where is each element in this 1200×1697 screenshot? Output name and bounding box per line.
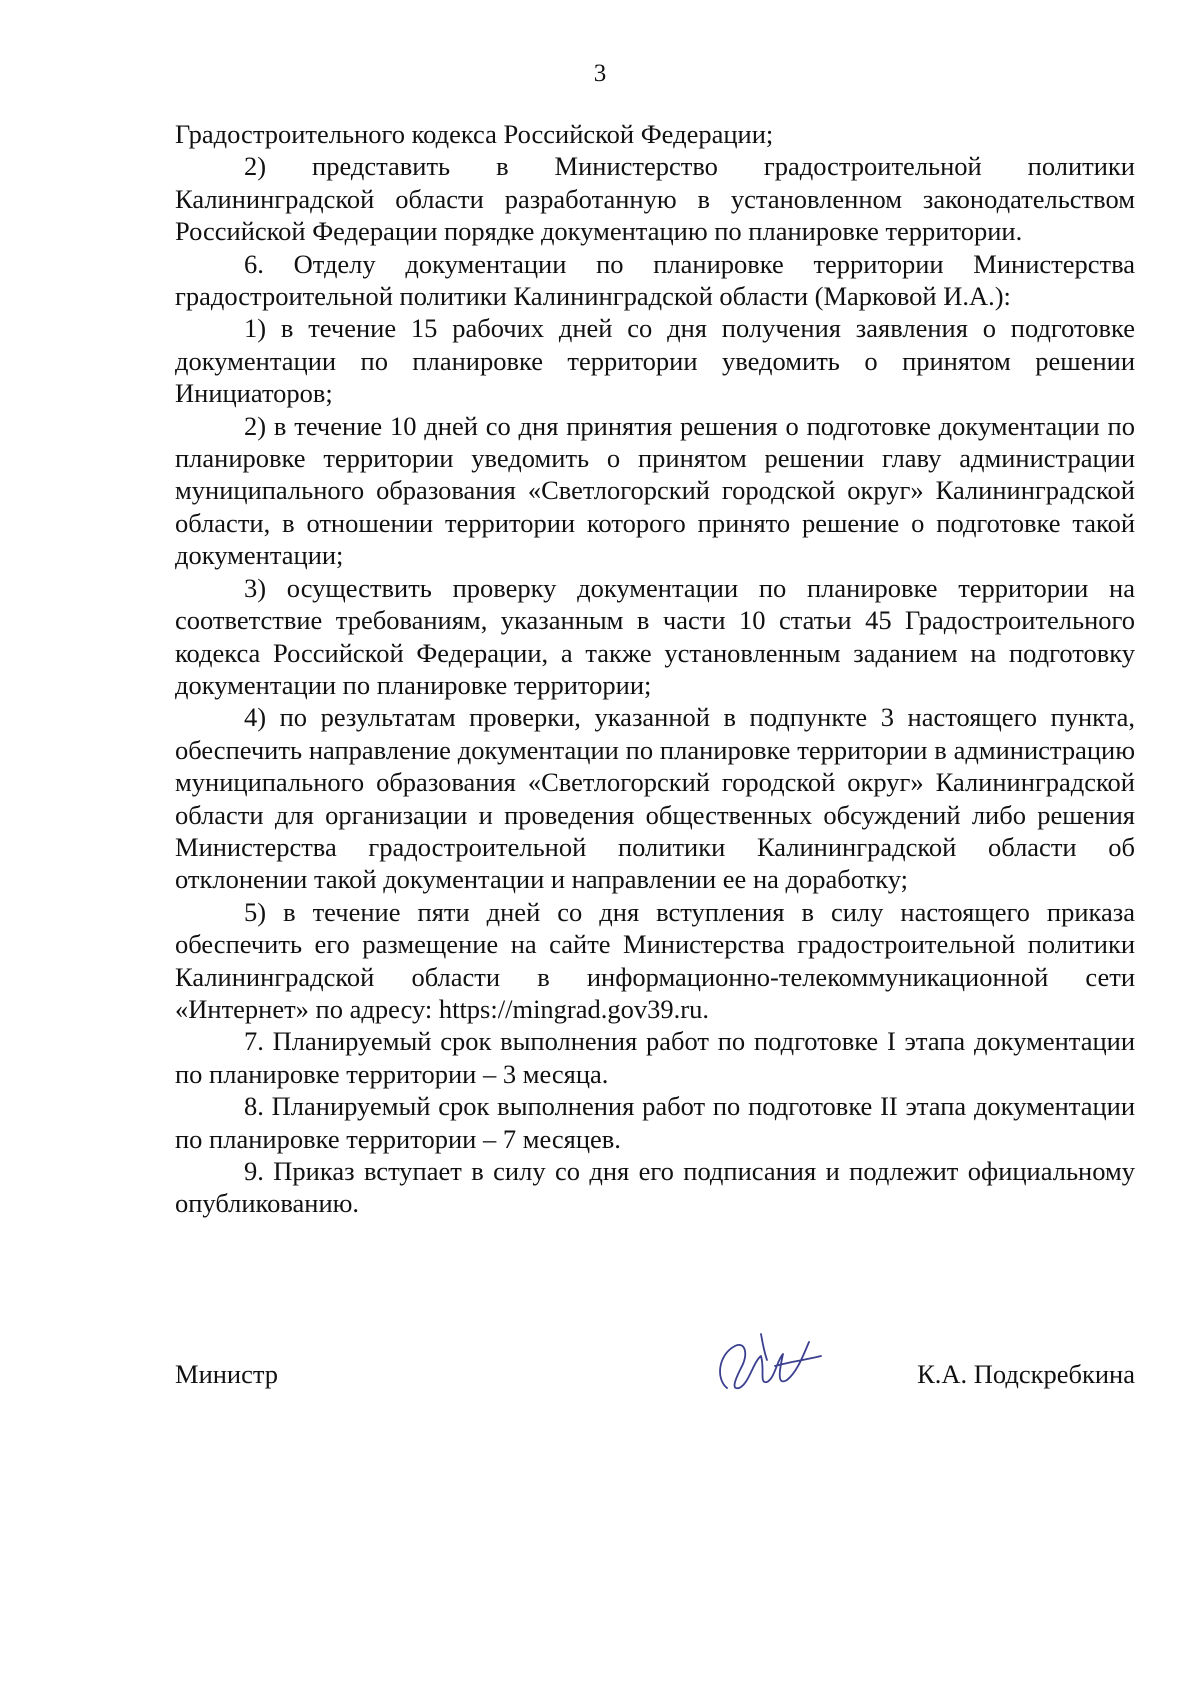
paragraph-item-5-2: 2) представить в Министерство градостроительной политики Калининградской области разработанную в установленном законодательством Российской Федерации порядке документацию по планировке территории. [175,151,1135,247]
signature-block [175,1340,1135,1410]
paragraph-item-6-5: 5) в течение пяти дней со дня вступления в силу настоящего приказа обеспечить его размещение на сайте Министерства градостроительной политики Калининградской области в информационно-телекоммуникационной сети «Интернет» по адресу: https://mingrad.gov39.ru. [175,896,1135,1024]
paragraph-item-7: 7. Планируемый срок выполнения работ по подготовке I этапа документации по планировке территории – 3 месяца. [175,1026,1135,1089]
paragraph-continuation: Градостроительного кодекса Российской Федерации; [175,119,774,149]
signatory-name: К.А. Подскребкина [917,1359,1135,1389]
paragraph-item-6-1: 1) в течение 15 рабочих дней со дня получения заявления о подготовке документации по планировке территории уведомить о принятом решении Инициаторов; [175,313,1135,409]
paragraph-item-8: 8. Планируемый срок выполнения работ по подготовке II этапа документации по планировке территории – 7 месяцев. [175,1091,1135,1154]
paragraph-item-6-4: 4) по результатам проверки, указанной в подпункте 3 настоящего пункта, обеспечить направление документации по планировке территории в администрацию муниципального образования «Светлогорский городской округ» Калининградской области для организации и проведения общественных обсуждений либо решения Министерства градостроительной политики Калининградской области об отклонении такой документации и направлении ее на доработку; [175,702,1135,895]
paragraph-item-6-3: 3) осуществить проверку документации по планировке территории на соответствие требованиям, указанным в части 10 статьи 45 Градостроительного кодекса Российской Федерации, а также установленным заданием на подготовку документации по планировке территории; [175,572,1135,700]
handwritten-signature [705,1326,825,1406]
document-body [175,118,1135,1220]
paragraph-item-6: 6. Отделу документации по планировке территории Министерства градостроительной политики Калининградской области (Марковой И.А.): [175,248,1135,312]
paragraph-item-6-2: 2) в течение 10 дней со дня принятия решения о подготовке документации по планировке территории уведомить о принятом решении главу администрации муниципального образования «Светлогорский городской округ» Калининградской области, в отношении территории которого принято решение о подготовке такой документации; [175,410,1135,571]
paragraph-item-9: 9. Приказ вступает в силу со дня его подписания и подлежит официальному опубликованию. [175,1156,1135,1219]
signatory-position: Министр [175,1359,279,1389]
page-number: 3 [593,60,607,87]
